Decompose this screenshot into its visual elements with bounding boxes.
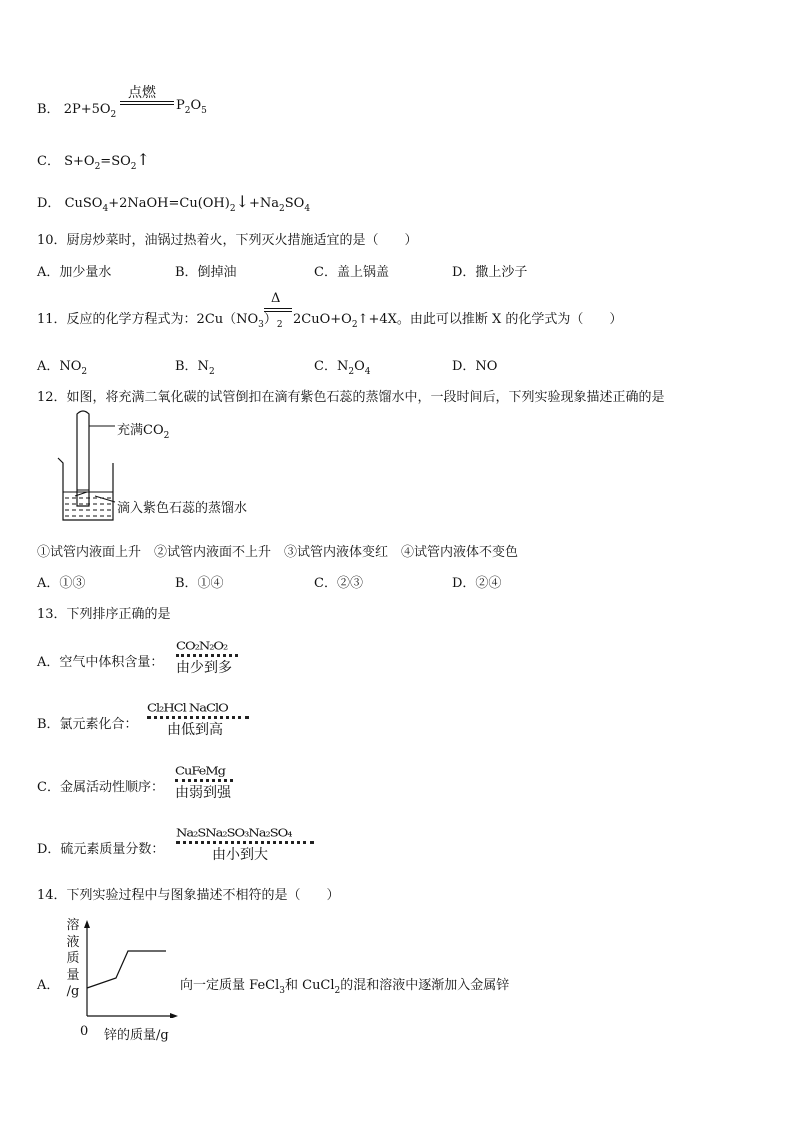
q10-option-d: D．撒上沙子 (452, 265, 528, 280)
sub: 2 (348, 367, 355, 377)
t: A．NO (37, 359, 82, 374)
q9-b-condition: 点燃 (128, 85, 156, 101)
text: 2CuO+O (293, 312, 352, 327)
sub: 2 (163, 431, 170, 441)
q13-b-order: Cl₂HCl NaClO (147, 702, 228, 715)
q13-option-c-label: C．金属活动性顺序： (37, 780, 164, 795)
q14-graph (84, 918, 180, 1018)
sub: 2 (208, 367, 215, 377)
q13-d-direction: 由小到大 (212, 847, 268, 863)
sub: 3 (279, 986, 285, 996)
sub: 2 (94, 162, 101, 172)
sub: 2 (130, 162, 137, 172)
text: 11．反应的化学方程式为：2Cu（NO (37, 312, 259, 327)
q14-option-a-desc (180, 974, 510, 996)
precipitate-arrow-icon: ↓ (235, 192, 249, 211)
q9-b-left: 2P+5O (63, 102, 111, 117)
t: D．NO (452, 359, 498, 374)
q12-option-c: C．②③ (314, 576, 363, 591)
sub: 2 (110, 110, 117, 120)
eq: S+O (64, 154, 95, 169)
q13-a-order: CO₂N₂O₂ (176, 640, 228, 653)
sub: 2 (276, 320, 283, 330)
q13-a-direction: 由少到多 (176, 660, 232, 676)
q10-option-b: B．倒掉油 (175, 265, 237, 280)
q11-option-b (175, 355, 215, 377)
eq: SO (284, 196, 305, 211)
q13-d-order: Na₂SNa₂SO₃Na₂SO₄ (176, 827, 292, 840)
sub: 5 (201, 106, 207, 116)
sub: 2 (279, 204, 285, 214)
q13-option-a-stack (176, 637, 238, 677)
q11-option-a (37, 355, 88, 377)
q12-option-b: B．①④ (175, 576, 224, 591)
y-char: 液 (66, 934, 80, 950)
q12-stem: 12．如图，将充满二氧化碳的试管倒扣在滴有紫色石蕊的蒸馏水中，一段时间后，下列实验现象描述正确的是 (37, 390, 665, 405)
q13-option-a-label: A．空气中体积含量： (37, 655, 164, 670)
q14-origin: 0 (80, 1024, 89, 1039)
q9-b-label: B． (37, 102, 60, 117)
q11-option-d (452, 355, 497, 374)
q14-option-a-label: A． (37, 978, 60, 993)
sub: 4 (102, 204, 109, 214)
sub: 2 (334, 986, 341, 996)
q13-option-b-stack (147, 699, 249, 739)
q12-option-d: D．②④ (452, 576, 502, 591)
q13-c-direction: 由弱到强 (175, 785, 231, 801)
eq: =SO (100, 154, 131, 169)
q13-option-c-stack (175, 762, 233, 802)
q13-option-b-label: B．氯元素化合： (37, 717, 138, 732)
sub: 4 (364, 367, 371, 377)
t: 充满CO (117, 423, 164, 438)
q13-stem: 13．下列排序正确的是 (37, 607, 171, 622)
sub: 2 (81, 367, 88, 377)
q13-option-d-stack (176, 824, 314, 864)
q12-label-water: 滴入紫色石蕊的蒸馏水 (117, 501, 248, 516)
q11-stem-right (293, 308, 623, 330)
q11-option-c (314, 355, 371, 377)
y-char: /g (66, 984, 80, 999)
q14-stem: 14．下列实验过程中与图象描述不相符的是（ ） (37, 888, 340, 903)
x-axis (87, 1013, 178, 1018)
q12-phenomena: ①试管内液面上升 ②试管内液面不上升 ③试管内液体变红 ④试管内液体不变色 (37, 545, 519, 560)
q9-option-c (37, 150, 150, 172)
q11-stem-left (37, 308, 283, 330)
sub: 3 (258, 320, 264, 330)
q9-b-right (176, 98, 207, 116)
y-char: 溶 (66, 918, 80, 933)
sub: 2 (351, 320, 358, 330)
text: ） (263, 312, 277, 327)
o: O (190, 98, 202, 113)
q10-option-a: A．加少量水 (37, 265, 112, 280)
t: 和 CuCl (284, 978, 335, 993)
y-char: 质 (66, 951, 80, 966)
sub: 4 (304, 204, 311, 214)
eq: CuSO (64, 196, 103, 211)
t: 向一定质量 FeCl (180, 978, 280, 993)
q11-equal-line-bottom (264, 311, 292, 312)
t: C．N (314, 359, 349, 374)
beaker-icon (58, 458, 113, 520)
sub: 2 (184, 106, 191, 116)
q9-b-equal-line-top (120, 101, 174, 102)
t: 的混和溶液中逐渐加入金属锌 (340, 978, 510, 993)
q10-stem: 10．厨房炒菜时，油锅过热着火，下列灭火措施适宜的是（ ） (37, 233, 418, 248)
y-axis (84, 920, 90, 1016)
t: O (354, 359, 365, 374)
p: P (176, 98, 185, 113)
q13-option-d-label: D．硫元素质量分数： (37, 842, 165, 857)
eq: +2NaOH=Cu(OH) (108, 196, 230, 211)
text: ↑+4X。由此可以推断 X 的化学式为（ ） (357, 312, 623, 327)
q13-b-direction: 由低到高 (167, 722, 223, 738)
label: C． (37, 154, 60, 169)
q9-option-d (37, 192, 311, 214)
q9-option-b (37, 98, 117, 120)
gas-arrow-icon: ↑ (136, 150, 150, 169)
t: B．N (175, 359, 209, 374)
q12-option-a: A．①③ (37, 576, 86, 591)
q11-condition: Δ (271, 291, 281, 306)
q11-equal-line-top (264, 308, 292, 309)
y-char: 量 (66, 967, 80, 983)
sub: 2 (229, 204, 236, 214)
label: D． (37, 196, 61, 211)
solution-mass-curve (87, 951, 166, 988)
q14-x-axis-label: 锌的质量/g (104, 1028, 169, 1043)
q14-y-axis-label (62, 918, 84, 1001)
q9-b-equal-line-bottom (120, 104, 174, 105)
q10-option-c: C．盖上锅盖 (314, 265, 389, 280)
eq: +Na (248, 196, 280, 211)
q13-c-order: CuFeMg (175, 765, 225, 778)
q12-label-tube (117, 419, 170, 441)
